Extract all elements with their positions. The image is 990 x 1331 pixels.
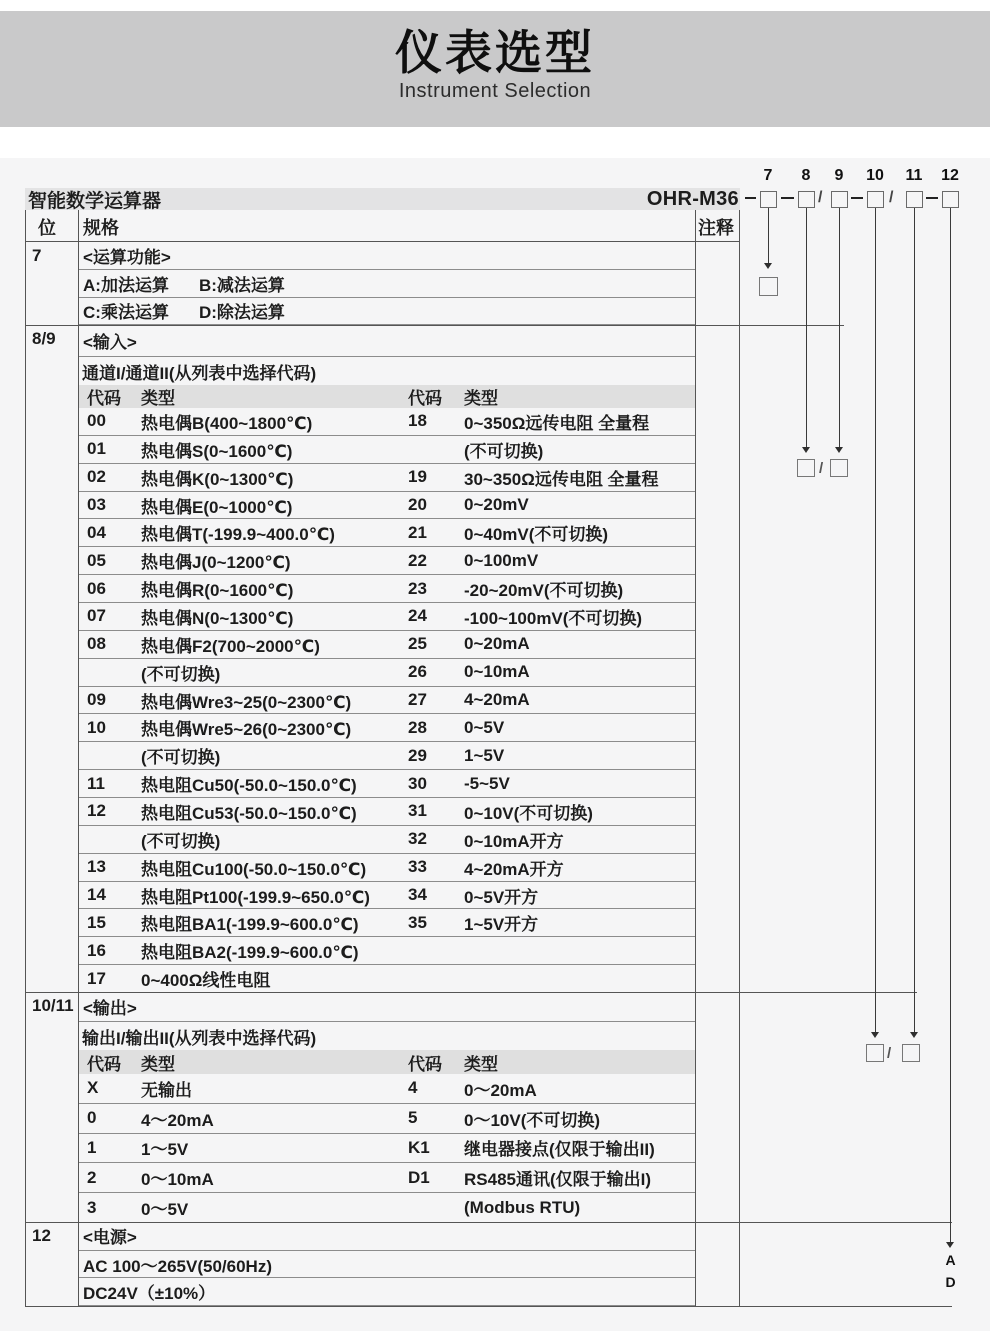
power-option-d: D (945, 1274, 956, 1290)
table-row (79, 575, 695, 603)
table-row (79, 854, 695, 882)
type-cell: (不可切换) (141, 748, 221, 768)
col-header-code: 代码 (87, 1054, 121, 1074)
code-cell: 08 (87, 634, 106, 654)
power-option-text: AC 100～265V(50/60Hz) (83, 1256, 272, 1276)
type-cell: 0~350Ω远传电阻 全量程 (464, 413, 650, 433)
code-cell: 16 (87, 940, 106, 960)
code-cell: 30 (408, 773, 427, 793)
col-header-type: 类型 (464, 389, 498, 408)
model-code-box-7 (760, 191, 777, 208)
type-cell: RS485通讯(仅限于输出I) (464, 1170, 652, 1190)
connector-line-11 (914, 208, 915, 1032)
code-dash (781, 197, 794, 199)
type-cell: 0～10V(不可切换) (464, 1110, 601, 1130)
table-row (79, 659, 695, 687)
section-operation (26, 242, 739, 325)
code-cell: 3 (87, 1197, 97, 1217)
type-cell: 热电偶B(400~1800℃) (141, 413, 313, 433)
code-cell: 06 (87, 578, 106, 598)
option-box-8 (797, 459, 815, 477)
option-box-9 (830, 459, 848, 477)
connector-line-9 (839, 208, 840, 447)
note-cell (696, 992, 739, 1222)
code-cell: 07 (87, 606, 106, 626)
note-cell (696, 242, 739, 325)
code-cell: 23 (408, 578, 427, 598)
operation-option: B:减法运算 (198, 276, 285, 295)
table-row (79, 408, 695, 436)
model-code-box-11 (906, 191, 923, 208)
table-row (79, 519, 695, 547)
digit-label-8: 8 (801, 167, 811, 184)
power-option-a: A (945, 1252, 956, 1268)
type-cell: 热电阻Cu100(-50.0~150.0℃) (141, 859, 367, 879)
column-header-note: 注释 (698, 218, 734, 238)
table-row (79, 547, 695, 575)
type-cell: 热电阻Cu53(-50.0~150.0℃) (141, 803, 357, 823)
page-title: 仪表选型 (395, 26, 595, 79)
grid-header-row (26, 210, 739, 242)
type-cell: 0~5V开方 (464, 887, 539, 907)
section-border-line (25, 1222, 952, 1223)
option-box-10 (866, 1044, 884, 1062)
type-cell: 0~400Ω线性电阻 (141, 971, 271, 991)
type-cell: (不可切换) (464, 441, 544, 461)
table-row (79, 492, 695, 520)
code-cell: 25 (408, 634, 427, 654)
option-box-7 (759, 277, 778, 296)
product-title-bar (25, 188, 740, 210)
code-cell: 21 (408, 522, 427, 542)
code-cell: 4 (408, 1078, 418, 1098)
operation-row (79, 270, 695, 297)
type-cell: 热电偶F2(700~2000℃) (141, 636, 320, 656)
table-row (79, 742, 695, 770)
table-row (79, 631, 695, 659)
code-cell: 29 (408, 745, 427, 765)
type-cell: 热电偶Wre3~25(0~2300℃) (141, 692, 352, 712)
type-cell: 热电阻BA2(-199.9~600.0℃) (141, 943, 359, 963)
section-input (26, 325, 739, 992)
type-cell: 0~40mV(不可切换) (464, 525, 609, 545)
connector-line-10 (875, 208, 876, 1032)
code-cell: 18 (408, 411, 427, 431)
section-output (26, 992, 739, 1222)
type-cell: 4～20mA (141, 1110, 214, 1130)
code-cell: 35 (408, 912, 427, 932)
type-cell: 热电偶S(0~1600℃) (141, 441, 293, 461)
section-title: <运算功能> (79, 242, 695, 270)
section-spec (79, 325, 696, 992)
table-row (79, 798, 695, 826)
code-cell: 03 (87, 495, 106, 514)
table-row (79, 464, 695, 492)
table-row (79, 937, 695, 965)
type-cell: 热电偶E(0~1000℃) (141, 497, 293, 517)
note-cell (696, 1222, 739, 1306)
table-row (79, 1074, 695, 1104)
type-cell: 0~10mA (464, 662, 530, 682)
model-code-box-9 (831, 191, 848, 208)
connector-line-7 (768, 208, 769, 263)
digit-label-12: 12 (941, 167, 959, 184)
table-row (79, 909, 695, 937)
col-header-type: 类型 (464, 1054, 498, 1074)
type-cell: 30~350Ω远传电阻 全量程 (464, 469, 659, 489)
type-cell: 1～5V (141, 1140, 189, 1160)
type-cell: 0~10mA开方 (464, 831, 564, 851)
arrow-down-icon (802, 447, 810, 453)
code-cell: K1 (408, 1137, 430, 1157)
section-pos-label: 7 (26, 242, 79, 325)
code-cell: 20 (408, 495, 427, 514)
type-cell: 热电偶K(0~1300℃) (141, 469, 294, 489)
operation-option: D:除法运算 (198, 303, 285, 323)
code-cell: 13 (87, 857, 106, 877)
connector-line-12 (950, 208, 951, 1242)
code-cell: 34 (408, 885, 427, 905)
section-pos-label: 12 (26, 1222, 79, 1306)
type-cell: (不可切换) (141, 664, 221, 684)
type-cell: 热电阻Pt100(-199.9~650.0℃) (141, 887, 370, 907)
section-spec (79, 242, 696, 325)
code-cell: 02 (87, 467, 106, 487)
col-header-code: 代码 (408, 389, 442, 408)
operation-row (79, 298, 695, 325)
type-cell: 1~5V开方 (464, 915, 539, 935)
model-number: OHR-M36 (646, 187, 739, 210)
power-option-row (79, 1278, 695, 1306)
section-subtitle: 输出I/输出II(从列表中选择代码) (82, 1028, 317, 1048)
product-name: 智能数学运算器 (28, 190, 162, 212)
type-cell: 无输出 (141, 1080, 192, 1100)
arrow-down-icon (910, 1032, 918, 1038)
code-dash (745, 197, 756, 199)
operation-option: A:加法运算 (83, 276, 169, 295)
page-subtitle: Instrument Selection (398, 79, 592, 102)
power-option-row (79, 1251, 695, 1279)
section-spec (79, 992, 696, 1222)
table-row (79, 436, 695, 464)
code-dash (926, 197, 938, 199)
type-cell: 0~5V (464, 717, 505, 737)
code-cell: 0 (87, 1108, 97, 1128)
type-cell: 热电偶R(0~1600℃) (141, 581, 294, 601)
code-cell: 26 (408, 662, 427, 682)
type-cell: 热电偶N(0~1300℃) (141, 608, 294, 628)
digit-label-9: 9 (834, 167, 844, 184)
note-cell (696, 325, 739, 992)
code-cell: 19 (408, 467, 427, 487)
table-row (79, 1163, 695, 1193)
connector-line-8 (806, 208, 807, 447)
code-cell: D1 (408, 1167, 430, 1187)
model-code-box-10 (867, 191, 884, 208)
code-cell: 01 (87, 439, 106, 459)
arrow-down-icon (835, 447, 843, 453)
code-cell: 12 (87, 801, 106, 821)
digit-label-10: 10 (866, 167, 884, 184)
code-cell: 2 (87, 1167, 97, 1187)
power-option-text: DC24V（±10%） (83, 1284, 216, 1304)
page-banner (0, 11, 990, 127)
type-cell: 热电偶Wre5~26(0~2300℃) (141, 720, 352, 740)
code-cell: 00 (87, 411, 106, 431)
column-header-spec: 规格 (79, 210, 696, 241)
type-cell: 热电偶T(-199.9~400.0℃) (141, 525, 335, 545)
code-table-header (79, 385, 695, 408)
option-slash: / (819, 460, 824, 477)
code-dash (851, 197, 863, 199)
table-row (79, 1193, 695, 1222)
operation-option: C:乘法运算 (83, 303, 169, 323)
code-cell: 31 (408, 801, 427, 821)
type-cell: 0～20mA (464, 1080, 537, 1100)
code-cell: 22 (408, 550, 427, 570)
digit-label-7: 7 (763, 167, 773, 184)
arrow-down-icon (871, 1032, 879, 1038)
power-rows (79, 1251, 695, 1306)
table-row (79, 714, 695, 742)
code-cell: 1 (87, 1137, 97, 1157)
code-cell: 15 (87, 912, 106, 932)
arrow-down-icon (764, 263, 772, 269)
section-border-line (25, 325, 844, 326)
section-title: <输入> (79, 325, 695, 357)
section-subtitle: 通道I/通道II(从列表中选择代码) (82, 363, 317, 383)
type-cell: 0～10mA (141, 1170, 214, 1190)
type-cell: 0～5V (141, 1200, 189, 1220)
arrow-down-icon (946, 1242, 954, 1248)
operation-rows (79, 270, 695, 325)
code-slash: / (818, 189, 823, 206)
table-row (79, 1104, 695, 1134)
type-cell: 0~100mV (464, 550, 539, 570)
type-cell: 0~20mV (464, 495, 529, 514)
type-cell: 热电阻Cu50(-50.0~150.0℃) (141, 776, 357, 796)
code-cell: 27 (408, 690, 427, 710)
section-border-line (25, 992, 917, 993)
table-row (79, 826, 695, 854)
code-cell: 11 (87, 773, 105, 793)
table-bottom-border (25, 1306, 952, 1307)
code-cell: X (87, 1078, 99, 1098)
option-box-11 (902, 1044, 920, 1062)
table-row (79, 965, 695, 992)
code-cell: 28 (408, 717, 427, 737)
code-cell: 32 (408, 829, 427, 849)
type-cell: 4~20mA开方 (464, 859, 564, 879)
type-cell: 4~20mA (464, 690, 530, 710)
table-row (79, 1134, 695, 1164)
table-row (79, 882, 695, 910)
output-code-table (79, 1074, 695, 1222)
type-cell: 0~10V(不可切换) (464, 803, 593, 823)
code-cell: 05 (87, 550, 106, 570)
type-cell: 继电器接点(仅限于输出II) (464, 1140, 655, 1160)
code-cell: 17 (87, 968, 106, 988)
type-cell: (不可切换) (141, 831, 221, 851)
type-cell: 0~20mA (464, 634, 530, 654)
option-slash: / (887, 1045, 892, 1062)
table-row (79, 603, 695, 631)
type-cell: 热电阻BA1(-199.9~600.0℃) (141, 915, 359, 935)
column-header-pos: 位 (26, 210, 79, 241)
digit-label-11: 11 (905, 167, 923, 184)
code-cell: 09 (87, 690, 106, 710)
code-cell: 33 (408, 857, 427, 877)
type-cell: 热电偶J(0~1200℃) (141, 553, 291, 573)
code-cell: 04 (87, 522, 106, 542)
section-spec (79, 1222, 696, 1306)
table-row (79, 687, 695, 715)
table-row (79, 770, 695, 798)
section-pos-label: 8/9 (26, 325, 79, 992)
code-cell: 24 (408, 606, 427, 626)
model-code-box-8 (798, 191, 815, 208)
col-header-type: 类型 (141, 1054, 175, 1074)
type-cell: (Modbus RTU) (464, 1197, 581, 1217)
input-code-table (79, 408, 695, 992)
code-cell: 5 (408, 1108, 418, 1128)
section-power (26, 1222, 739, 1306)
type-cell: -20~20mV(不可切换) (464, 581, 624, 601)
model-code-box-12 (942, 191, 959, 208)
type-cell: -100~100mV(不可切换) (464, 608, 643, 628)
section-title: <输出> (79, 992, 695, 1022)
section-pos-label: 10/11 (26, 992, 79, 1222)
section-title: <电源> (79, 1222, 695, 1251)
type-cell: 1~5V (464, 745, 505, 765)
code-cell: 14 (87, 885, 106, 905)
code-table-header (79, 1050, 695, 1074)
col-header-code: 代码 (87, 389, 121, 408)
col-header-type: 类型 (141, 389, 175, 408)
code-cell: 10 (87, 717, 106, 737)
code-slash: / (889, 189, 894, 206)
type-cell: -5~5V (464, 773, 510, 793)
col-header-code: 代码 (408, 1054, 442, 1074)
selection-grid (25, 210, 740, 1306)
